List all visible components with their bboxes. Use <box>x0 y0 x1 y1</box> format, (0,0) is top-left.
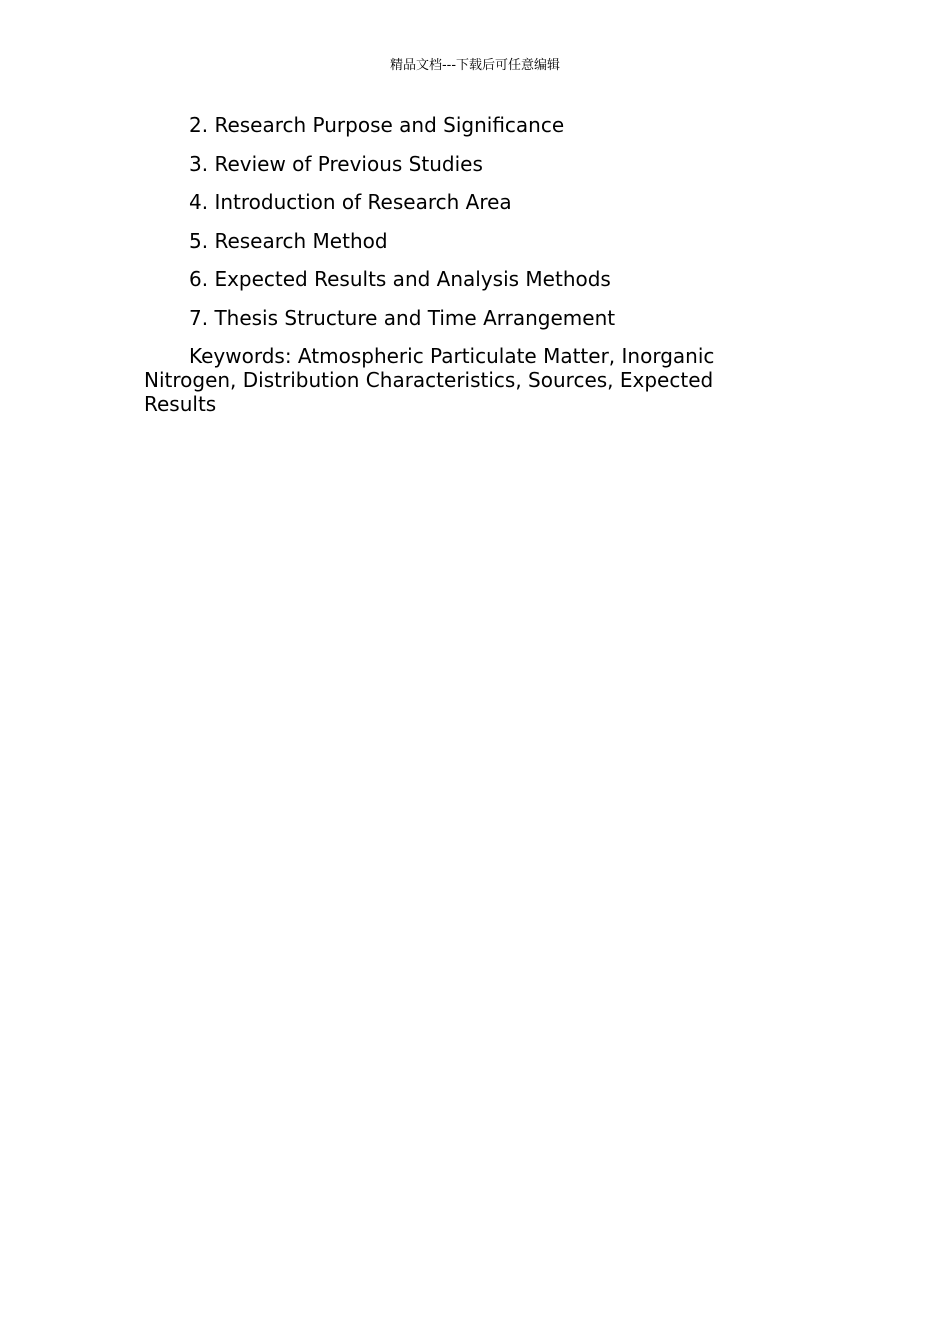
page-header: 精品文档---下载后可任意编辑 <box>389 58 561 73</box>
outline-item: 2. Research Purpose and Significance <box>189 113 565 137</box>
keywords-paragraph: Keywords: Atmospheric Particulate Matter, Inorganic Nitrogen, Distribution Characteristics, Sources, Expected Results <box>144 344 715 416</box>
outline-item: 6. Expected Results and Analysis Methods <box>189 267 611 291</box>
outline-item: 4. Introduction of Research Area <box>189 190 512 214</box>
outline-item: 3. Review of Previous Studies <box>189 151 483 176</box>
outline-item: 5. Research Method <box>189 228 388 253</box>
document-body <box>144 113 750 416</box>
outline-item: 7. Thesis Structure and Time Arrangement <box>189 305 616 330</box>
